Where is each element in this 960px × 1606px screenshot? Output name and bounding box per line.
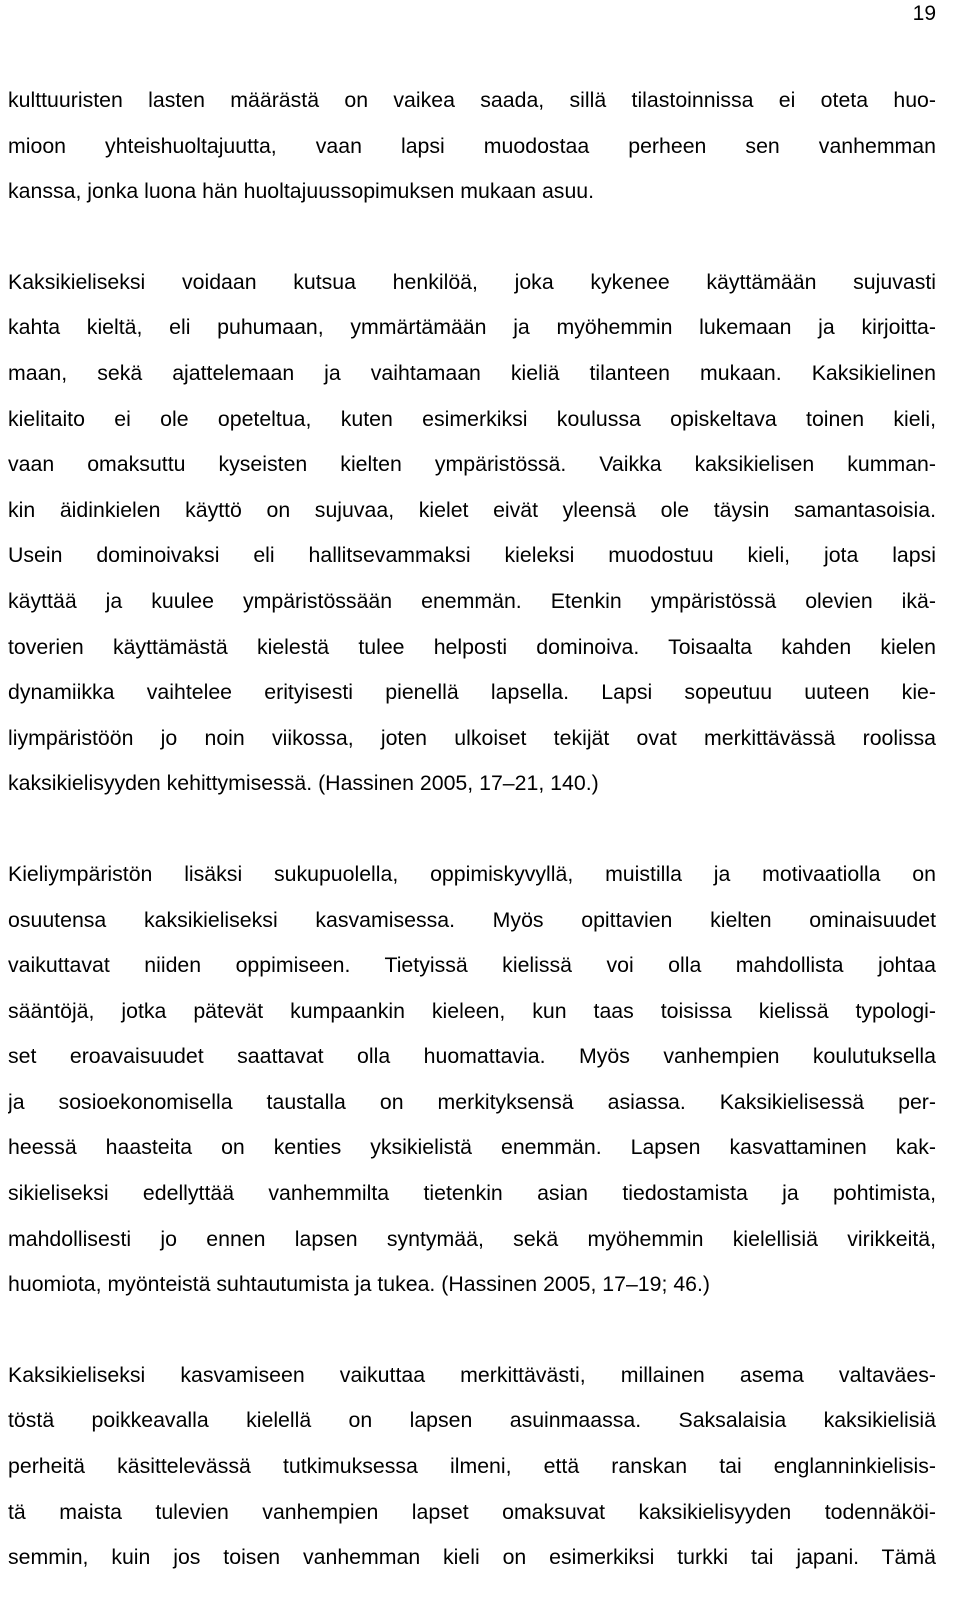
paragraph-2 (8, 260, 936, 807)
text-line: perheitä käsittelevässä tutkimuksessa ilmeni, että ranskan tai englanninkielisis- (8, 1454, 936, 1479)
text-line: vaan omaksuttu kyseisten kielten ympäristössä. Vaikka kaksikielisen kumman- (8, 452, 936, 477)
text-line: set eroavaisuudet saattavat olla huomattavia. Myös vanhempien koulutuksella (8, 1044, 936, 1069)
text-line: kanssa, jonka luona hän huoltajuussopimuksen mukaan asuu. (8, 179, 595, 204)
text-line: osuutensa kaksikieliseksi kasvamisessa. Myös opittavien kielten ominaisuudet (8, 907, 936, 932)
text-line: vaikuttavat niiden oppimiseen. Tietyissä kielissä voi olla mahdollista johtaa (8, 953, 936, 978)
text-line: tä maista tulevien vanhempien lapset omaksuvat kaksikielisyyden todennäköi- (8, 1499, 936, 1524)
text-line: sääntöjä, jotka pätevät kumpaankin kieleen, kun taas toisissa kielissä typologi- (8, 998, 936, 1023)
text-line: Kaksikieliseksi voidaan kutsua henkilöä, joka kykenee käyttämään sujuvasti (8, 269, 936, 294)
paragraph-3 (8, 852, 936, 1308)
text-line: dynamiikka vaihtelee erityisesti pienellä lapsella. Lapsi sopeutuu uuteen kie- (8, 680, 936, 705)
paragraph-1 (8, 78, 936, 215)
text-line: kaksikielisyyden kehittymisessä. (Hassinen 2005, 17–21, 140.) (8, 771, 599, 796)
text-line: kulttuuristen lasten määrästä on vaikea saada, sillä tilastoinnissa ei oteta huo- (8, 88, 936, 112)
text-line: kin äidinkielen käyttö on sujuvaa, kielet eivät yleensä ole täysin samantasoisia. (8, 497, 936, 522)
paragraph-4 (8, 1353, 936, 1581)
text-line: semmin, kuin jos toisen vanhemman kieli on esimerkiksi turkki tai japani. Tämä (8, 1545, 936, 1570)
text-line: töstä poikkeavalla kielellä on lapsen asuinmaassa. Saksalaisia kaksikielisiä (8, 1408, 936, 1433)
text-line: sikieliseksi edellyttää vanhemmilta tietenkin asian tiedostamista ja pohtimista, (8, 1181, 936, 1206)
text-line: toverien käyttämästä kielestä tulee helposti dominoiva. Toisaalta kahden kielen (8, 634, 936, 659)
text-line: liympäristöön jo noin viikossa, joten ulkoiset tekijät ovat merkittävässä roolissa (8, 725, 936, 750)
text-line: huomiota, myönteistä suhtautumista ja tukea. (Hassinen 2005, 17–19; 46.) (8, 1272, 711, 1297)
text-line: maan, sekä ajattelemaan ja vaihtamaan kieliä tilanteen mukaan. Kaksikielinen (8, 360, 936, 385)
text-line: mahdollisesti jo ennen lapsen syntymää, sekä myöhemmin kielellisiä virikkeitä, (8, 1226, 936, 1251)
text-line: ja sosioekonomisella taustalla on merkityksensä asiassa. Kaksikielisessä per- (8, 1089, 936, 1114)
text-line: Kaksikieliseksi kasvamiseen vaikuttaa merkittävästi, millainen asema valtaväes- (8, 1362, 936, 1387)
document-body (8, 78, 936, 1581)
text-line: käyttää ja kuulee ympäristössään enemmän. Etenkin ympäristössä olevien ikä- (8, 588, 936, 613)
text-line: Kieliympäristön lisäksi sukupuolella, oppimiskyvyllä, muistilla ja motivaatiolla on (8, 861, 936, 886)
text-line: Usein dominoivaksi eli hallitsevammaksi kieleksi muodostuu kieli, jota lapsi (8, 543, 936, 568)
text-line: heessä haasteita on kenties yksikielistä enemmän. Lapsen kasvattaminen kak- (8, 1135, 936, 1160)
text-line: kahta kieltä, eli puhumaan, ymmärtämään ja myöhemmin lukemaan ja kirjoitta- (8, 315, 936, 340)
page-number: 19 (912, 2, 936, 25)
text-line: kielitaito ei ole opeteltua, kuten esimerkiksi koulussa opiskeltava toinen kieli, (8, 406, 936, 431)
text-line: mioon yhteishuoltajuutta, vaan lapsi muodostaa perheen sen vanhemman (8, 133, 936, 158)
